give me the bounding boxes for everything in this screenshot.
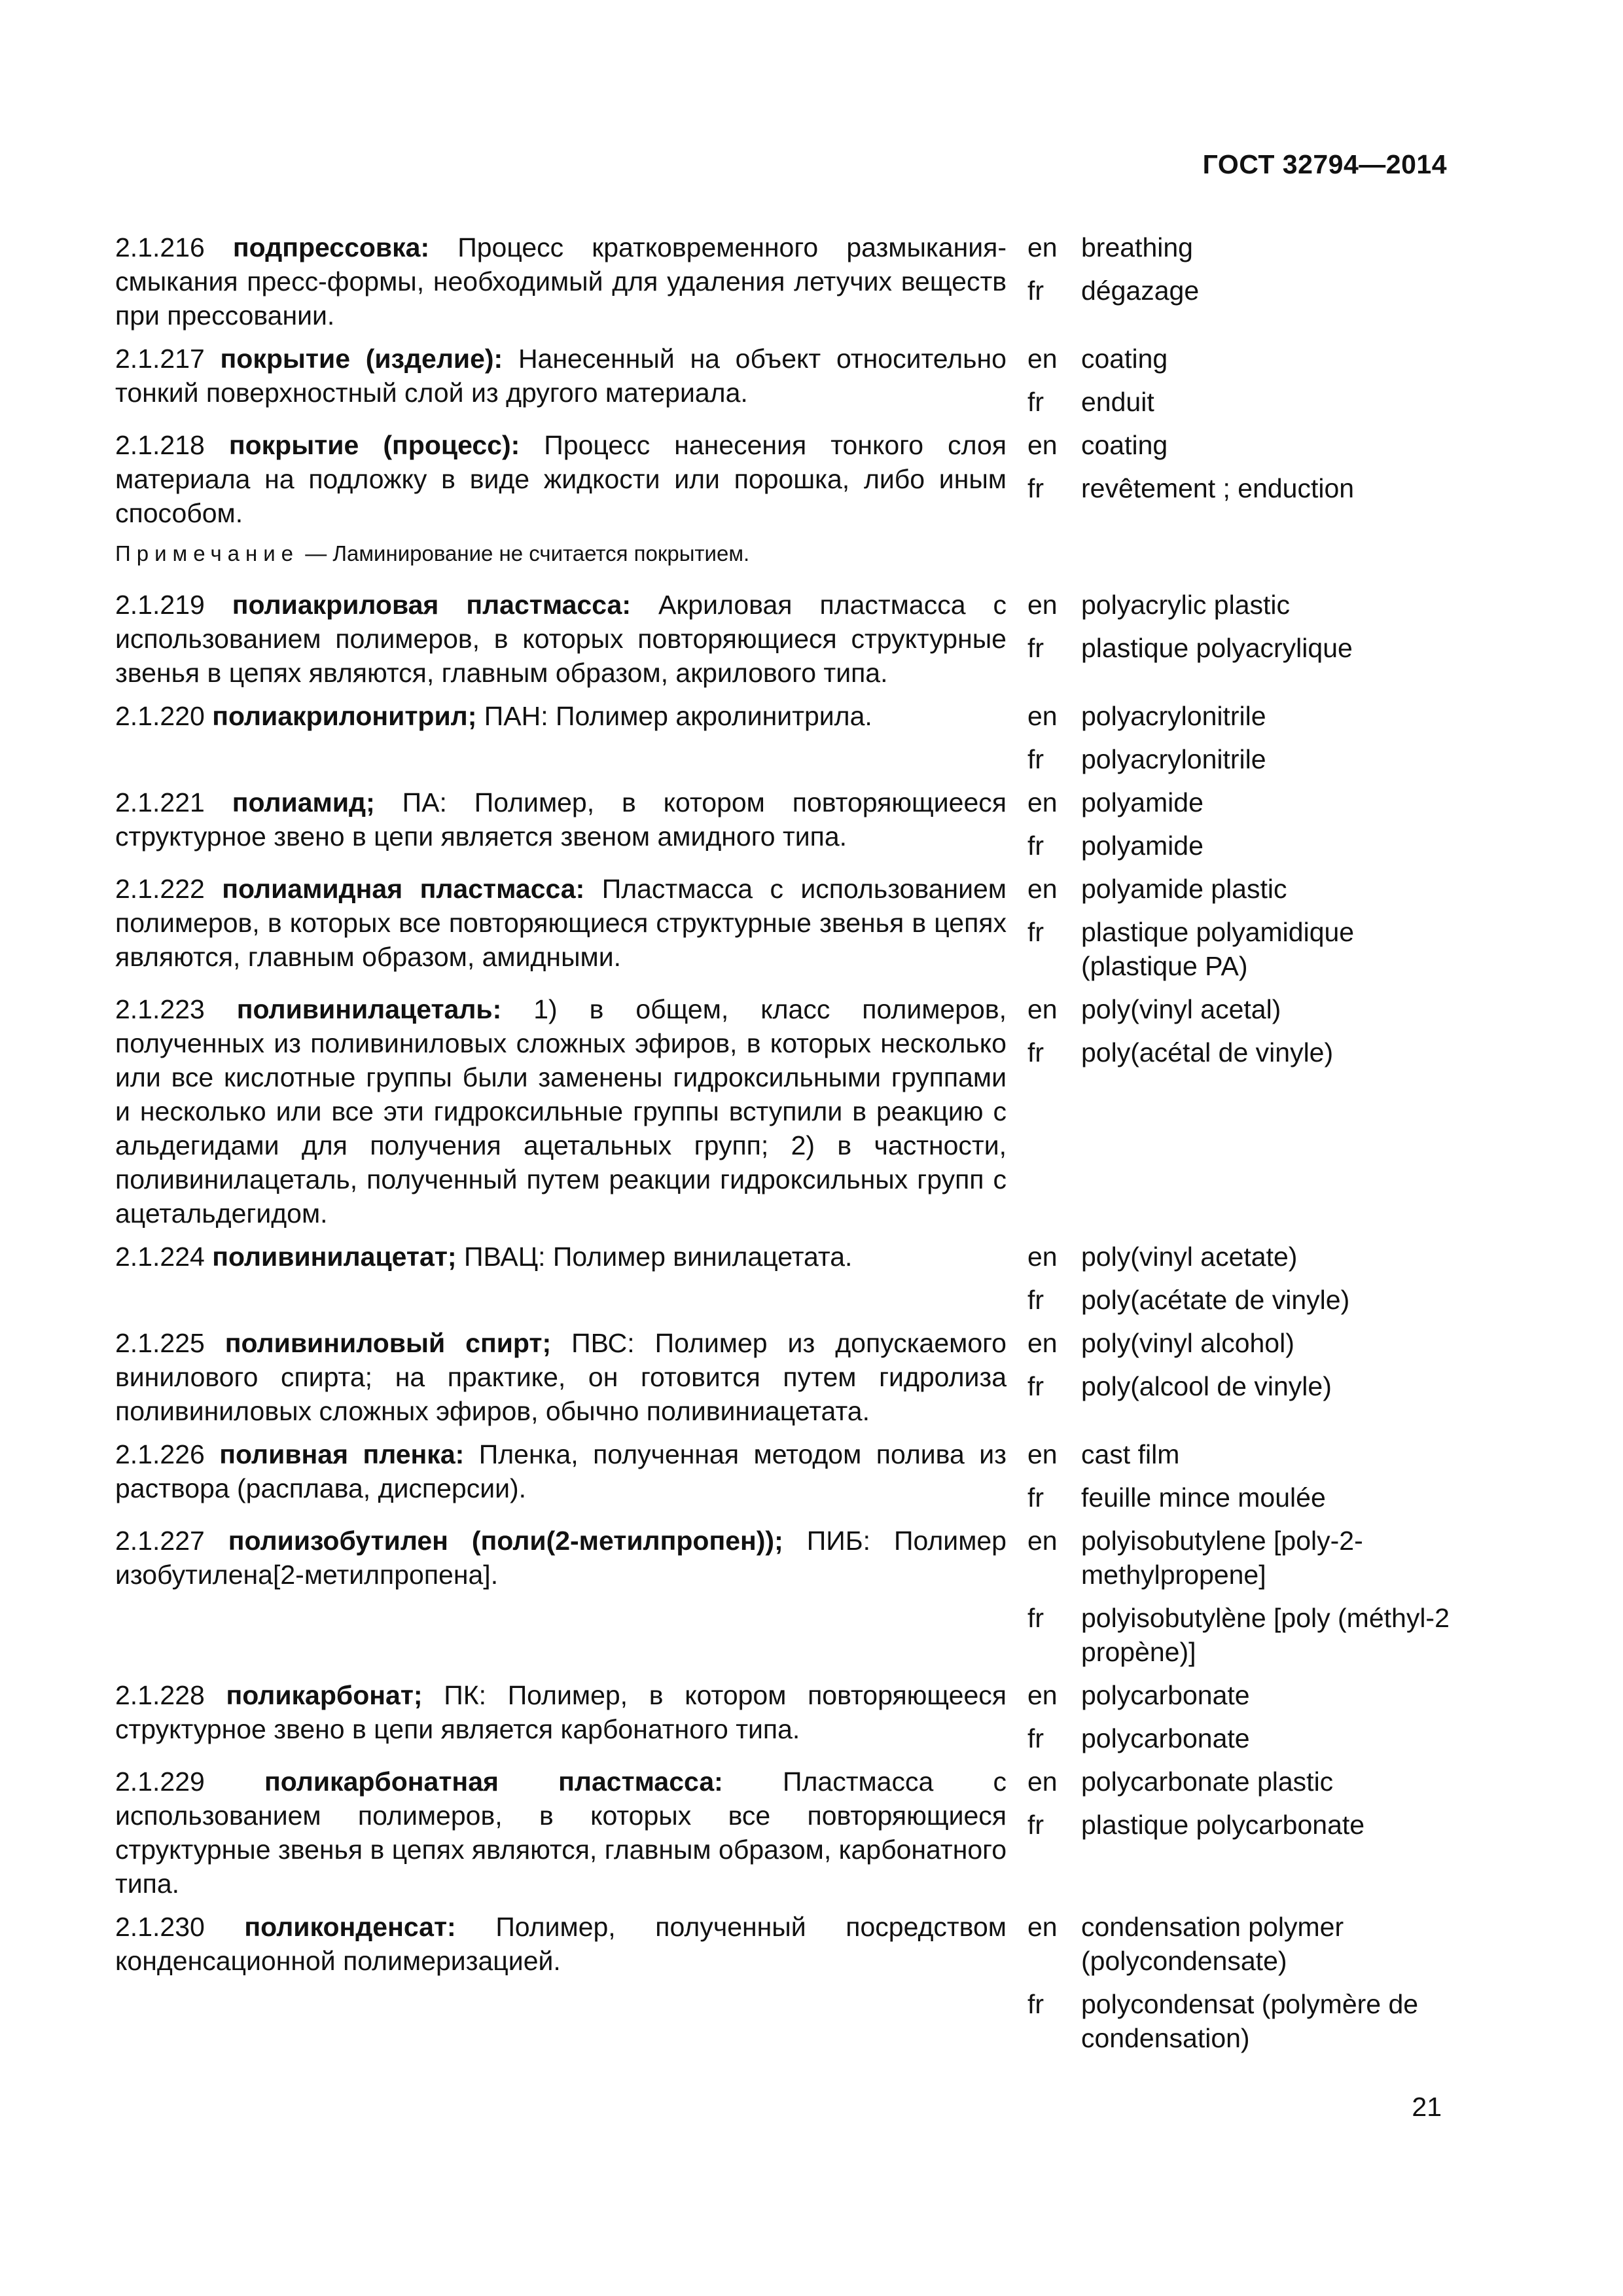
term-translations <box>1027 699 1450 776</box>
term-number: 2.1.227 <box>115 1526 205 1556</box>
translation-text: condensation polymer (polycondensate) <box>1081 1912 1344 1976</box>
translation-fr <box>1027 1035 1450 1069</box>
language-code: en <box>1027 1912 1058 1942</box>
language-code: fr <box>1027 1482 1044 1513</box>
term-number: 2.1.229 <box>115 1767 205 1797</box>
term-entry <box>115 785 1450 863</box>
term-definition <box>115 872 1007 983</box>
term-name: поливиниловый спирт; <box>224 1328 552 1358</box>
term-definition <box>115 785 1007 863</box>
term-definition <box>115 1326 1007 1428</box>
translation-text: polycarbonate plastic <box>1081 1767 1334 1797</box>
translation-fr <box>1027 1480 1450 1515</box>
translation-fr <box>1027 915 1450 983</box>
translation-fr <box>1027 1987 1450 2055</box>
term-name: поликонденсат: <box>244 1912 456 1942</box>
translation-en <box>1027 1240 1450 1274</box>
document-id: ГОСТ 32794—2014 <box>1202 149 1447 179</box>
language-code: en <box>1027 430 1058 460</box>
translation-text: plastique polyacrylique <box>1081 633 1353 663</box>
term-number: 2.1.228 <box>115 1680 205 1710</box>
translation-text: breathing <box>1081 232 1193 262</box>
term-text: Полимер из допускаемого винилового спирта; на практике, он готовится путем гидролиза поливиниловых сложных эфиров, обычно поливиниацетата. <box>115 1328 1007 1426</box>
term-number: 2.1.224 <box>115 1242 205 1272</box>
translation-fr <box>1027 1283 1450 1317</box>
term-text: Полимер, полученный посредством конденсационной полимеризацией. <box>115 1912 1007 1976</box>
term-definition <box>115 1910 1007 2055</box>
term-entry <box>115 588 1450 690</box>
language-code: fr <box>1027 1989 1044 2019</box>
translation-text: polycarbonate <box>1081 1680 1250 1710</box>
term-number: 2.1.226 <box>115 1439 205 1469</box>
term-name: полиизобутилен (поли(2-метилпропен)); <box>228 1526 783 1556</box>
translation-en <box>1027 1910 1450 1978</box>
translation-text: polycarbonate <box>1081 1723 1250 1753</box>
translation-text: enduit <box>1081 387 1154 417</box>
translation-fr <box>1027 1369 1450 1403</box>
translation-fr <box>1027 742 1450 776</box>
term-translations <box>1027 428 1450 530</box>
translation-text: plastique polyamidique (plastique PA) <box>1081 917 1355 981</box>
language-code: fr <box>1027 744 1044 774</box>
term-translations <box>1027 1524 1450 1669</box>
language-code: en <box>1027 1242 1058 1272</box>
term-translations <box>1027 1326 1450 1428</box>
term-translations <box>1027 785 1450 863</box>
translation-text: cast film <box>1081 1439 1180 1469</box>
term-abbreviation: ПА: <box>402 787 447 817</box>
term-entry <box>115 428 1450 530</box>
language-code: fr <box>1027 1603 1044 1633</box>
term-number: 2.1.220 <box>115 701 205 731</box>
translation-text: poly(vinyl acetate) <box>1081 1242 1298 1272</box>
translation-en <box>1027 1437 1450 1471</box>
term-number: 2.1.219 <box>115 590 205 620</box>
term-abbreviation: ПВАЦ: <box>463 1242 546 1272</box>
translation-text: poly(acétate de vinyle) <box>1081 1285 1350 1315</box>
language-code: en <box>1027 1767 1058 1797</box>
term-name: полиакрилонитрил; <box>212 701 477 731</box>
term-number: 2.1.218 <box>115 430 205 460</box>
term-name: поливинилацеталь: <box>236 994 502 1024</box>
translation-text: plastique polycarbonate <box>1081 1810 1365 1840</box>
term-entry <box>115 872 1450 983</box>
translation-text: coating <box>1081 430 1168 460</box>
language-code: en <box>1027 1526 1058 1556</box>
translation-en <box>1027 1678 1450 1712</box>
term-abbreviation: ПВС: <box>571 1328 635 1358</box>
term-definition <box>115 1524 1007 1669</box>
term-text: 1) в общем, класс полимеров, полученных из поливиниловых сложных эфиров, в которых несколько или все кислотные группы были заменены гидроксильными группами и несколько или все эти гидроксильные группы вступили в реакцию с альдегидами для получения ацетальных групп; 2) в частности, поливинилацеталь, полученный путем реакции гидроксильных групп с ацетальдегидом. <box>115 994 1007 1229</box>
translation-en <box>1027 872 1450 906</box>
term-text: Полимер изобутилена[2-метилпропена]. <box>115 1526 1007 1590</box>
translation-text: polycondensat (polymère de condensation) <box>1081 1989 1419 2053</box>
translation-text: coating <box>1081 344 1168 374</box>
translation-en <box>1027 230 1450 264</box>
term-number: 2.1.222 <box>115 874 205 904</box>
term-translations <box>1027 1910 1450 2055</box>
term-abbreviation: ПК: <box>444 1680 486 1710</box>
translation-en <box>1027 342 1450 376</box>
translation-text: polyisobutylene [poly-2-methylpropene] <box>1081 1526 1363 1590</box>
term-name: покрытие (процесс): <box>228 430 520 460</box>
term-definition <box>115 1678 1007 1755</box>
term-text: Процесс кратковременного размыкания-смыкания пресс-формы, необходимый для удаления летучих веществ при прессовании. <box>115 232 1007 331</box>
note <box>115 539 1450 568</box>
translation-fr <box>1027 385 1450 419</box>
term-translations <box>1027 230 1450 332</box>
note-text: Ламинирование не считается покрытием. <box>332 541 750 565</box>
translation-en <box>1027 428 1450 462</box>
term-entry <box>115 1326 1450 1428</box>
translation-text: poly(vinyl acetal) <box>1081 994 1281 1024</box>
translation-en <box>1027 1326 1450 1360</box>
language-code: fr <box>1027 831 1044 861</box>
term-name: полиамид; <box>232 787 375 817</box>
term-text: Полимер винилацетата. <box>552 1242 853 1272</box>
translation-en <box>1027 785 1450 819</box>
translation-fr <box>1027 1808 1450 1842</box>
term-definition <box>115 230 1007 332</box>
translation-fr <box>1027 274 1450 308</box>
term-name: полиакриловая пластмасса: <box>232 590 631 620</box>
language-code: fr <box>1027 1371 1044 1401</box>
translation-en <box>1027 699 1450 733</box>
language-code: en <box>1027 1680 1058 1710</box>
language-code: en <box>1027 590 1058 620</box>
term-entry <box>115 992 1450 1230</box>
translation-text: polyamide <box>1081 787 1204 817</box>
term-definition <box>115 428 1007 530</box>
translation-fr <box>1027 631 1450 665</box>
translation-text: polyacrylonitrile <box>1081 701 1266 731</box>
translation-text: polyamide <box>1081 831 1204 861</box>
language-code: fr <box>1027 387 1044 417</box>
term-number: 2.1.221 <box>115 787 205 817</box>
term-entry <box>115 1678 1450 1755</box>
term-text: Полимер акролинитрила. <box>556 701 872 731</box>
translation-text: revêtement ; enduction <box>1081 473 1355 503</box>
translation-en <box>1027 1765 1450 1799</box>
language-code: fr <box>1027 473 1044 503</box>
language-code: fr <box>1027 1037 1044 1067</box>
note-dash: — <box>305 541 327 565</box>
term-entry <box>115 342 1450 419</box>
term-name: поливная пленка: <box>219 1439 465 1469</box>
term-text: Полимер, в котором повторяющиееся структурное звено в цепи является звеном амидного типа. <box>115 787 1007 852</box>
term-text: Нанесенный на объект относительно тонкий поверхностный слой из другого материала. <box>115 344 1007 408</box>
page-number: 21 <box>1412 2092 1442 2122</box>
term-definition <box>115 699 1007 776</box>
term-entry <box>115 1910 1450 2055</box>
term-entry <box>115 1437 1450 1515</box>
term-number: 2.1.217 <box>115 344 205 374</box>
term-definition <box>115 992 1007 1230</box>
note-label: Примечание <box>115 541 300 565</box>
language-code: en <box>1027 874 1058 904</box>
term-text: Процесс нанесения тонкого слоя материала на подложку в виде жидкости или порошка, либо иным способом. <box>115 430 1007 528</box>
language-code: en <box>1027 994 1058 1024</box>
term-name: поливинилацетат; <box>212 1242 457 1272</box>
term-definition <box>115 588 1007 690</box>
term-definition <box>115 1240 1007 1317</box>
term-translations <box>1027 992 1450 1230</box>
term-name: поликарбонатная пластмасса: <box>264 1767 723 1797</box>
translation-text: polyamide plastic <box>1081 874 1287 904</box>
term-translations <box>1027 1240 1450 1317</box>
term-number: 2.1.230 <box>115 1912 205 1942</box>
translation-text: poly(acétal de vinyle) <box>1081 1037 1334 1067</box>
term-number: 2.1.225 <box>115 1328 205 1358</box>
translation-en <box>1027 588 1450 622</box>
translation-fr <box>1027 471 1450 505</box>
translation-text: dégazage <box>1081 276 1200 306</box>
term-translations <box>1027 588 1450 690</box>
term-name: покрытие (изделие): <box>220 344 503 374</box>
term-entry <box>115 230 1450 332</box>
language-code: en <box>1027 701 1058 731</box>
term-text: Пластмасса с использованием полимеров, в которых все повторяющиеся структурные звенья в цепях являются, главным образом, карбонатного типа. <box>115 1767 1007 1899</box>
term-name: полиамидная пластмасса: <box>222 874 585 904</box>
translation-fr <box>1027 829 1450 863</box>
translation-text: polyacrylic plastic <box>1081 590 1290 620</box>
term-text: Полимер, в котором повторяющееся структурное звено в цепи является карбонатного типа. <box>115 1680 1007 1744</box>
term-definition <box>115 1765 1007 1901</box>
term-number: 2.1.216 <box>115 232 205 262</box>
term-entry <box>115 1765 1450 1901</box>
term-abbreviation: ПИБ: <box>806 1526 870 1556</box>
language-code: fr <box>1027 1810 1044 1840</box>
term-name: подпрессовка: <box>232 232 430 262</box>
language-code: fr <box>1027 1285 1044 1315</box>
term-entry <box>115 1240 1450 1317</box>
translation-text: polyacrylonitrile <box>1081 744 1266 774</box>
term-translations <box>1027 342 1450 419</box>
term-entry <box>115 699 1450 776</box>
term-entry <box>115 1524 1450 1669</box>
term-abbreviation: ПАН: <box>484 701 548 731</box>
language-code: fr <box>1027 917 1044 947</box>
term-number: 2.1.223 <box>115 994 205 1024</box>
terms-list <box>115 230 1450 2064</box>
term-definition <box>115 1437 1007 1515</box>
language-code: en <box>1027 787 1058 817</box>
language-code: fr <box>1027 276 1044 306</box>
term-text: Пластмасса с использованием полимеров, в которых все повторяющиеся структурные звенья в цепях являются, главным образом, амидными. <box>115 874 1007 972</box>
term-text: Акриловая пластмасса с использованием полимеров, в которых повторяющиеся структурные звенья в цепях являются, главным образом, акрилового типа. <box>115 590 1007 688</box>
language-code: fr <box>1027 1723 1044 1753</box>
term-text: Пленка, полученная методом полива из раствора (расплава, дисперсии). <box>115 1439 1007 1503</box>
term-definition <box>115 342 1007 419</box>
language-code: en <box>1027 344 1058 374</box>
language-code: en <box>1027 232 1058 262</box>
translation-text: poly(vinyl alcohol) <box>1081 1328 1294 1358</box>
language-code: fr <box>1027 633 1044 663</box>
translation-text: feuille mince moulée <box>1081 1482 1326 1513</box>
term-translations <box>1027 1678 1450 1755</box>
translation-en <box>1027 992 1450 1026</box>
translation-fr <box>1027 1601 1450 1669</box>
term-name: поликарбонат; <box>226 1680 423 1710</box>
language-code: en <box>1027 1439 1058 1469</box>
translation-fr <box>1027 1721 1450 1755</box>
term-translations <box>1027 872 1450 983</box>
translation-text: polyisobutylène [poly (méthyl-2 propène)] <box>1081 1603 1450 1667</box>
term-translations <box>1027 1437 1450 1515</box>
translation-en <box>1027 1524 1450 1592</box>
translation-text: poly(alcool de vinyle) <box>1081 1371 1332 1401</box>
term-translations <box>1027 1765 1450 1901</box>
language-code: en <box>1027 1328 1058 1358</box>
